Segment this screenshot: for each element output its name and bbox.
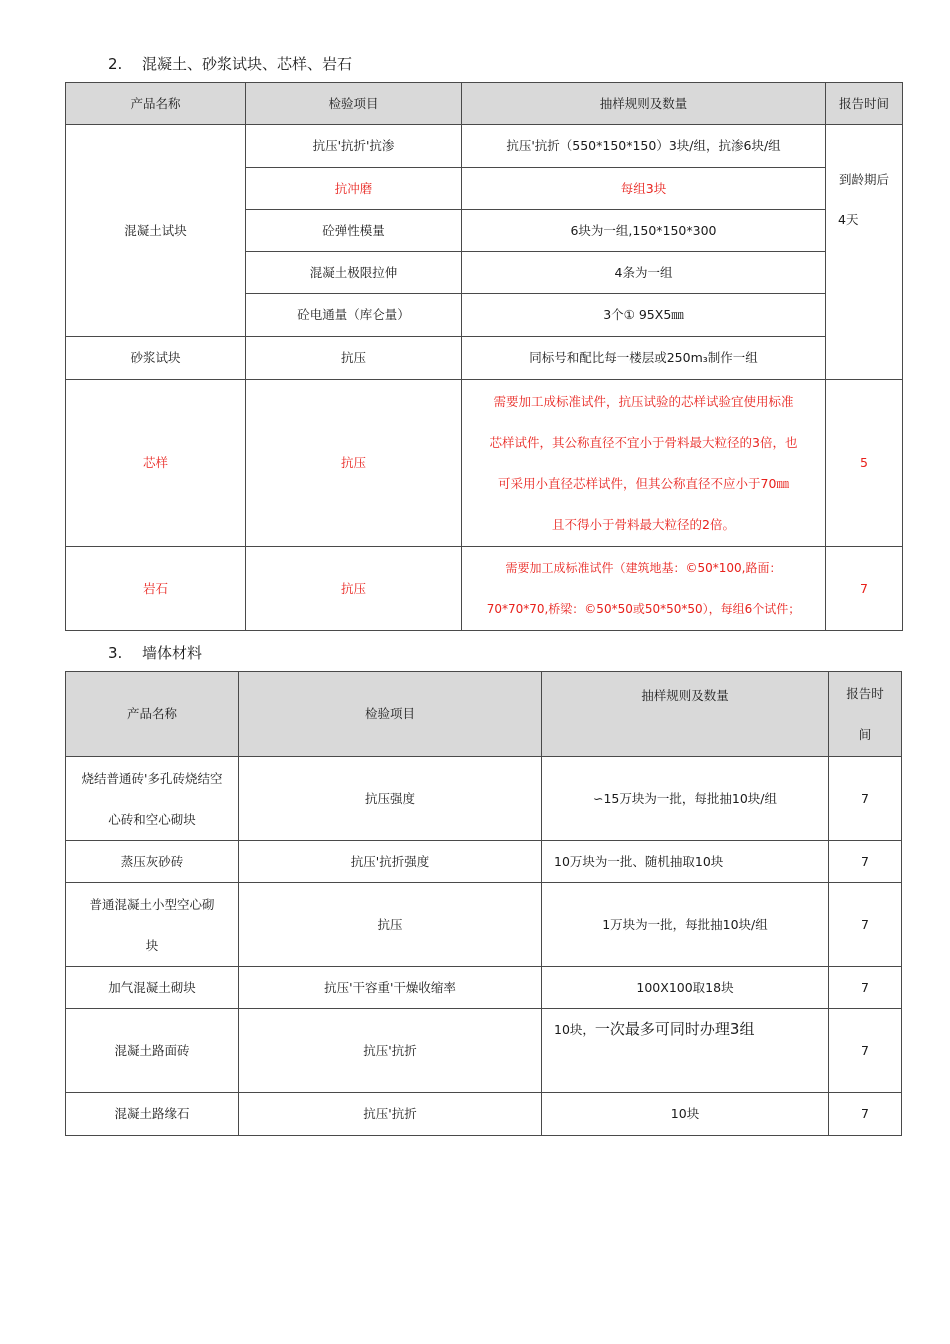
time-cell: 7 — [829, 1093, 902, 1136]
table-row — [66, 757, 902, 841]
header-sampling-rule: 抽样规则及数量 — [462, 83, 826, 125]
table-row — [66, 1009, 902, 1093]
item-cell: 抗压强度 — [239, 757, 542, 841]
table-row — [66, 380, 903, 547]
rule-cell: 4条为一组 — [462, 252, 826, 294]
header-product-name: 产品名称 — [66, 83, 246, 125]
table-row — [66, 967, 902, 1009]
table-row — [66, 883, 902, 967]
time-cell: 7 — [829, 1009, 902, 1093]
product-name-line: 烧结普通砖'多孔砖烧结空 — [81, 770, 223, 786]
product-name-cell — [66, 883, 239, 967]
core-name-cell: 芯样 — [66, 380, 246, 547]
rule-line: 且不得小于骨料最大粒径的2倍。 — [552, 517, 735, 532]
report-time-line: 4天 — [838, 212, 859, 227]
rule-cell: 1万块为一批，每批抽10块/组 — [542, 883, 829, 967]
table-row — [66, 1093, 902, 1136]
section-2-heading — [108, 54, 352, 74]
table-row — [66, 125, 903, 168]
mortar-name-cell: 砂浆试块 — [66, 337, 246, 380]
core-rule-cell — [462, 380, 826, 547]
rule-cell: 10万块为一批、随机抽取10块 — [542, 841, 829, 883]
item-cell: 抗压'抗折 — [239, 1093, 542, 1136]
report-time-line: 到龄期后 — [838, 172, 889, 187]
time-cell: 7 — [829, 967, 902, 1009]
concrete-sampling-table — [65, 82, 903, 631]
time-cell: 7 — [829, 883, 902, 967]
product-name-line: 心砖和空心砌块 — [108, 811, 196, 827]
rock-time-cell: 7 — [826, 547, 903, 631]
header-test-item: 检验项目 — [239, 672, 542, 757]
header-sampling-rule — [542, 672, 829, 757]
section-3-title: 墙体材料 — [142, 644, 203, 662]
header-report-time-line: 间 — [858, 727, 872, 742]
rule-cell: 10块 — [542, 1093, 829, 1136]
item-cell: 抗压'抗折强度 — [239, 841, 542, 883]
header-report-time — [829, 672, 902, 757]
item-cell: 抗压 — [246, 547, 462, 631]
rule-cell — [542, 1009, 829, 1093]
product-name-cell: 混凝土路面砖 — [66, 1009, 239, 1093]
time-cell: 7 — [829, 841, 902, 883]
item-cell: 砼电通量（库仑量） — [246, 294, 462, 337]
item-cell: 抗压'抗折'抗渗 — [246, 125, 462, 168]
table-row — [66, 841, 902, 883]
rule-cell: ∽15万块为一批，每批抽10块/组 — [542, 757, 829, 841]
header-sampling-rule-label: 抽样规则及数量 — [641, 688, 729, 703]
rule-cell: 抗压'抗折（550*150*150）3块/组，抗渗6块/组 — [462, 125, 826, 168]
wall-material-table — [65, 671, 902, 1136]
rule-cell: 3个① 95X5㎜ — [462, 294, 826, 337]
header-test-item: 检验项目 — [246, 83, 462, 125]
rule-count: 10块， — [554, 1022, 595, 1037]
header-product-name: 产品名称 — [66, 672, 239, 757]
product-name-cell: 蒸压灰砂砖 — [66, 841, 239, 883]
item-cell: 抗压 — [239, 883, 542, 967]
rule-cell: 100X100取18块 — [542, 967, 829, 1009]
time-cell: 7 — [829, 757, 902, 841]
item-cell: 砼弹性模量 — [246, 210, 462, 252]
product-name-cell: 混凝土路缘石 — [66, 1093, 239, 1136]
header-report-time-line: 报告时 — [846, 686, 884, 701]
rule-line: 需要加工成标准试件，抗压试验的芯样试验宜使用标准 — [493, 394, 794, 409]
header-report-time: 报告时间 — [826, 83, 903, 125]
item-cell: 混凝土极限拉伸 — [246, 252, 462, 294]
rule-line: 可采用小直径芯样试件，但其公称直径不应小于70㎜ — [498, 476, 789, 491]
core-time-cell: 5 — [826, 380, 903, 547]
item-cell: 抗冲磨 — [246, 168, 462, 210]
concrete-report-time-cell — [826, 125, 903, 380]
rule-cell: 每组3块 — [462, 168, 826, 210]
item-cell: 抗压'干容重'干燥收缩率 — [239, 967, 542, 1009]
rule-note: 一次最多可同时办理3组 — [594, 1020, 755, 1038]
product-name-line: 块 — [145, 937, 159, 953]
section-2-number: 2. — [108, 55, 123, 73]
concrete-name-cell: 混凝土试块 — [66, 125, 246, 337]
section-2-title: 混凝土、砂浆试块、芯样、岩石 — [142, 55, 353, 73]
rule-cell: 同标号和配比每一楼层或250m₃制作一组 — [462, 337, 826, 380]
table-row — [66, 547, 903, 631]
product-name-cell: 加气混凝土砌块 — [66, 967, 239, 1009]
rock-name-cell: 岩石 — [66, 547, 246, 631]
table-header-row — [66, 672, 902, 757]
section-3-heading — [108, 643, 202, 663]
table-header-row — [66, 83, 903, 125]
item-cell: 抗压 — [246, 337, 462, 380]
item-cell: 抗压'抗折 — [239, 1009, 542, 1093]
rule-cell: 6块为一组,150*150*300 — [462, 210, 826, 252]
table-row — [66, 337, 903, 380]
rock-rule-cell — [462, 547, 826, 631]
rule-line: 70*70*70,桥梁：©50*50或50*50*50），每组6个试件； — [486, 601, 801, 616]
item-cell: 抗压 — [246, 380, 462, 547]
rule-line: 需要加工成标准试件（建筑地基：©50*100,路面： — [505, 560, 782, 575]
product-name-cell — [66, 757, 239, 841]
rule-line: 芯样试件，其公称直径不宜小于骨料最大粒径的3倍，也 — [489, 435, 798, 450]
product-name-line: 普通混凝土小型空心砌 — [89, 896, 215, 912]
section-3-number: 3. — [108, 644, 123, 662]
